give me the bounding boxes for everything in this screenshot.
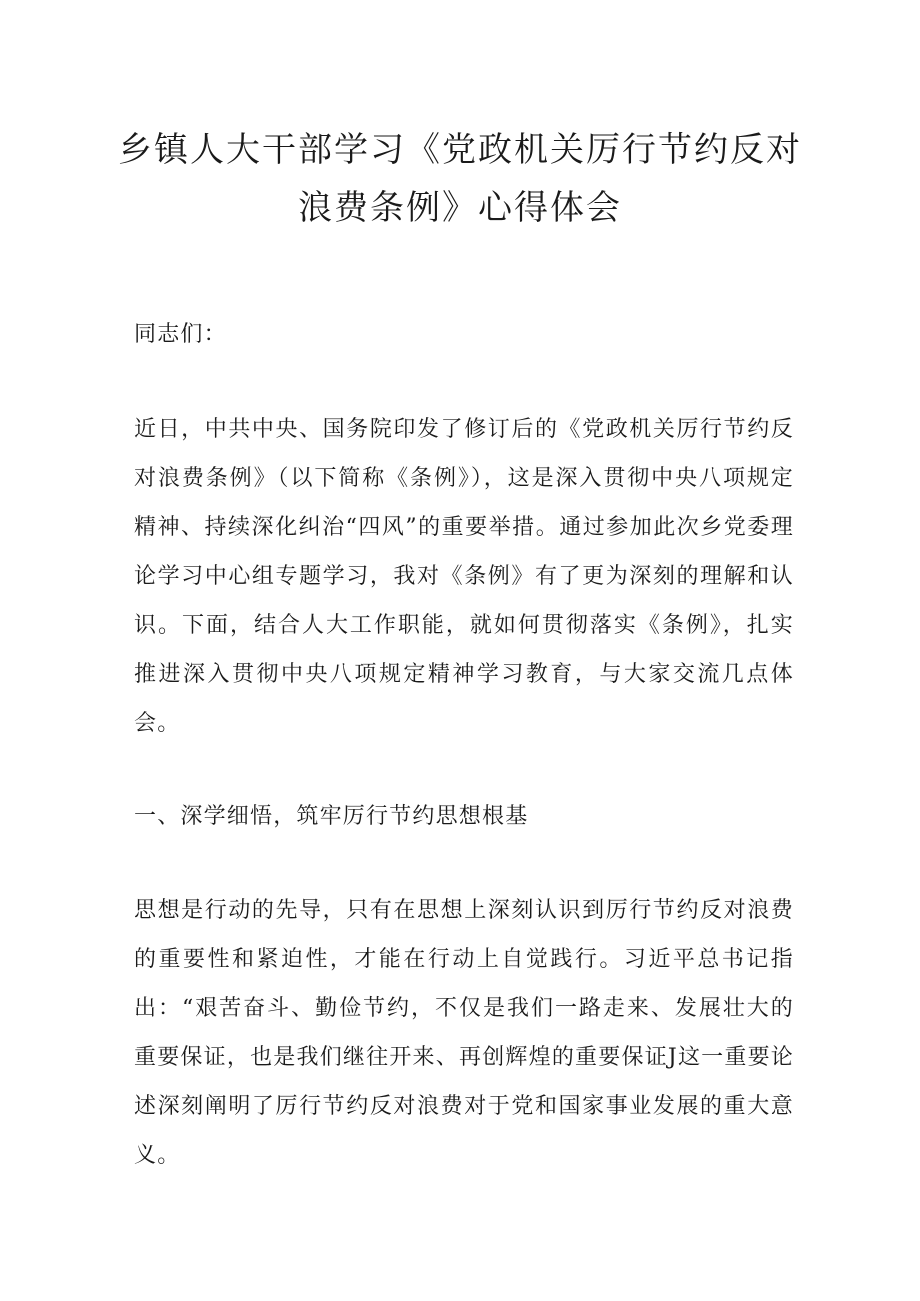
paragraph-section-1: 思想是行动的先导，只有在思想上深刻认识到厉行节约反对浪费的重要性和紧迫性，才能在行动上自觉践行。习近平总书记指出：“艰苦奋斗、勤俭节约，不仅是我们一路走来、发展壮大的重要保证，也是我们继往开来、再创辉煌的重要保证J这一重要论述深刻阐明了厉行节约反对浪费对于党和国家事业发展的重大意义。 xyxy=(134,898,794,1168)
paragraph-intro: 近日，中共中央、国务院印发了修订后的《党政机关厉行节约反对浪费条例》（以下简称《条例》），这是深入贯彻中央八项规定精神、持续深化纠治“四风”的重要举措。通过参加此次乡党委理论学习中心组专题学习，我对《条例》有了更为深刻的理解和认识。下面，结合人大工作职能，就如何贯彻落实《条例》，扎实推进深入贯彻中央八项规定精神学习教育，与大家交流几点体会。 xyxy=(134,417,794,736)
salutation: 同志们： xyxy=(134,322,227,347)
section-heading-1: 一、深学细悟，筑牢厉行节约思想根基 xyxy=(134,804,529,829)
document-title-line-2: 浪费条例》心得体会 xyxy=(298,188,622,228)
document-title-line-1: 乡镇人大干部学习《党政机关厉行节约反对 xyxy=(118,130,802,170)
